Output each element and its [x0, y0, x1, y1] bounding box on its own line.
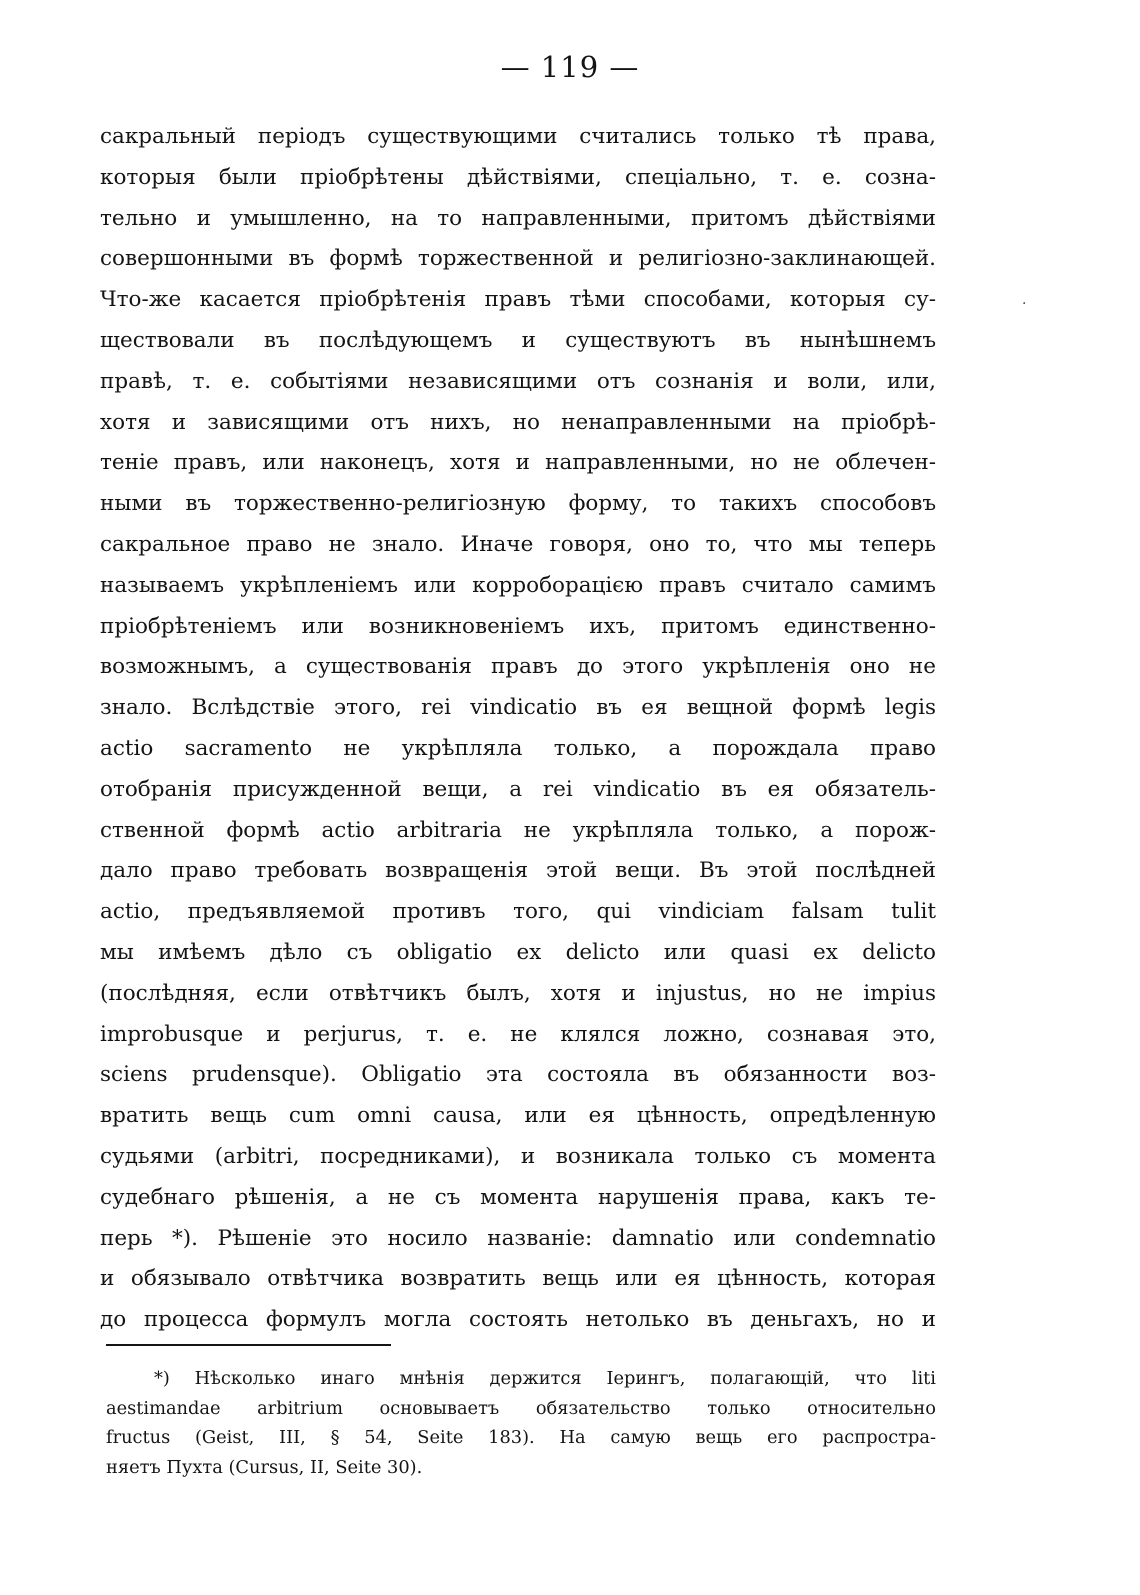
- text-line: знало. Вслѣдствіе этого, rei vindicatio въ ея вещной формѣ legis: [100, 695, 936, 721]
- text-line: совершонными въ формѣ торжественной и религіозно-заклинающей.: [100, 246, 936, 272]
- text-line: правѣ, т. е. событіями независящими отъ сознанія и воли, или,: [100, 368, 936, 394]
- text-line: теніе правъ, или наконецъ, хотя и направленными, но не облечен-: [100, 450, 936, 476]
- footnote-line: fructus (Geist, III, § 54, Seite 183). На самую вещь его распростра-: [106, 1427, 936, 1448]
- text-line: тельно и умышленно, на то направленными, притомъ дѣйствіями: [100, 205, 936, 231]
- text-line: сакральный періодъ существующими считались только тѣ права,: [100, 124, 936, 149]
- text-line: пріобрѣтеніемъ или возникновеніемъ ихъ, притомъ единственно-: [100, 613, 936, 639]
- text-line: перь *). Рѣшеніе это носило названіе: damnatio или condemnatio: [100, 1225, 936, 1251]
- text-line: называемъ укрѣпленіемъ или корроборацією правъ считало самимъ: [100, 572, 936, 598]
- main-text: [100, 117, 936, 1341]
- footnote-line: aestimandae arbitrium основываетъ обязательство только относительно: [106, 1397, 936, 1419]
- text-line: Что-же касается пріобрѣтенія правъ тѣми способами, которыя су-: [100, 287, 936, 313]
- text-line: (послѣдняя, если отвѣтчикъ былъ, хотя и injustus, но не impius: [100, 980, 936, 1006]
- text-line: возможнымъ, а существованія правъ до этого укрѣпленія оно не: [100, 654, 936, 680]
- text-line: ственной формѣ actio arbitraria не укрѣпляла только, а порож-: [100, 817, 936, 843]
- text-line: actio, предъявляемой противъ того, qui vindiciam falsam tulit: [100, 899, 936, 925]
- text-line: improbusque и perjurus, т. е. не клялся ложно, сознавая это,: [100, 1021, 936, 1047]
- text-line: ными въ торжественно-религіозную форму, то такихъ способовъ: [100, 491, 936, 517]
- footnote: [106, 1364, 936, 1482]
- text-line: судебнаго рѣшенія, а не съ момента нарушенія права, какъ те-: [100, 1184, 936, 1210]
- text-line: судьями (arbitri, посредниками), и возникала только съ момента: [100, 1143, 936, 1169]
- text-line: хотя и зависящими отъ нихъ, но ненаправленными на пріобрѣ-: [100, 409, 936, 435]
- margin-speck: ·: [1022, 296, 1027, 312]
- page-number: — 119 —: [500, 50, 640, 84]
- text-line: до процесса формулъ могла состоять нетолько въ деньгахъ, но и: [100, 1307, 936, 1333]
- text-line: sciens prudensque). Obligatio эта состояла въ обязанности воз-: [100, 1062, 936, 1088]
- text-line: отобранія присужденной вещи, а rei vindicatio въ ея обязатель-: [100, 776, 936, 802]
- footnote-line: няетъ Пухта (Cursus, II, Seite 30).: [106, 1456, 423, 1478]
- text-line: которыя были пріобрѣтены дѣйствіями, спеціально, т. е. созна-: [100, 164, 936, 190]
- text-line: ществовали въ послѣдующемъ и существуютъ въ нынѣшнемъ: [100, 327, 936, 353]
- text-line: дало право требовать возвращенія этой вещи. Въ этой послѣдней: [100, 858, 936, 884]
- text-line: вратить вещь cum omni causa, или ея цѣнность, опредѣленную: [100, 1103, 936, 1129]
- footnote-divider: [106, 1344, 391, 1346]
- text-line: actio sacramento не укрѣпляла только, а порождала право: [100, 735, 936, 761]
- footnote-line: *) Нѣсколько инаго мнѣнія держится Іерингъ, полагающій, что liti: [154, 1368, 936, 1389]
- text-line: сакральное право не знало. Иначе говоря, оно то, что мы теперь: [100, 531, 936, 557]
- text-line: и обязывало отвѣтчика возвратить вещь или ея цѣнность, которая: [100, 1266, 936, 1292]
- text-line: мы имѣемъ дѣло съ obligatio ex delicto или quasi ex delicto: [100, 939, 936, 965]
